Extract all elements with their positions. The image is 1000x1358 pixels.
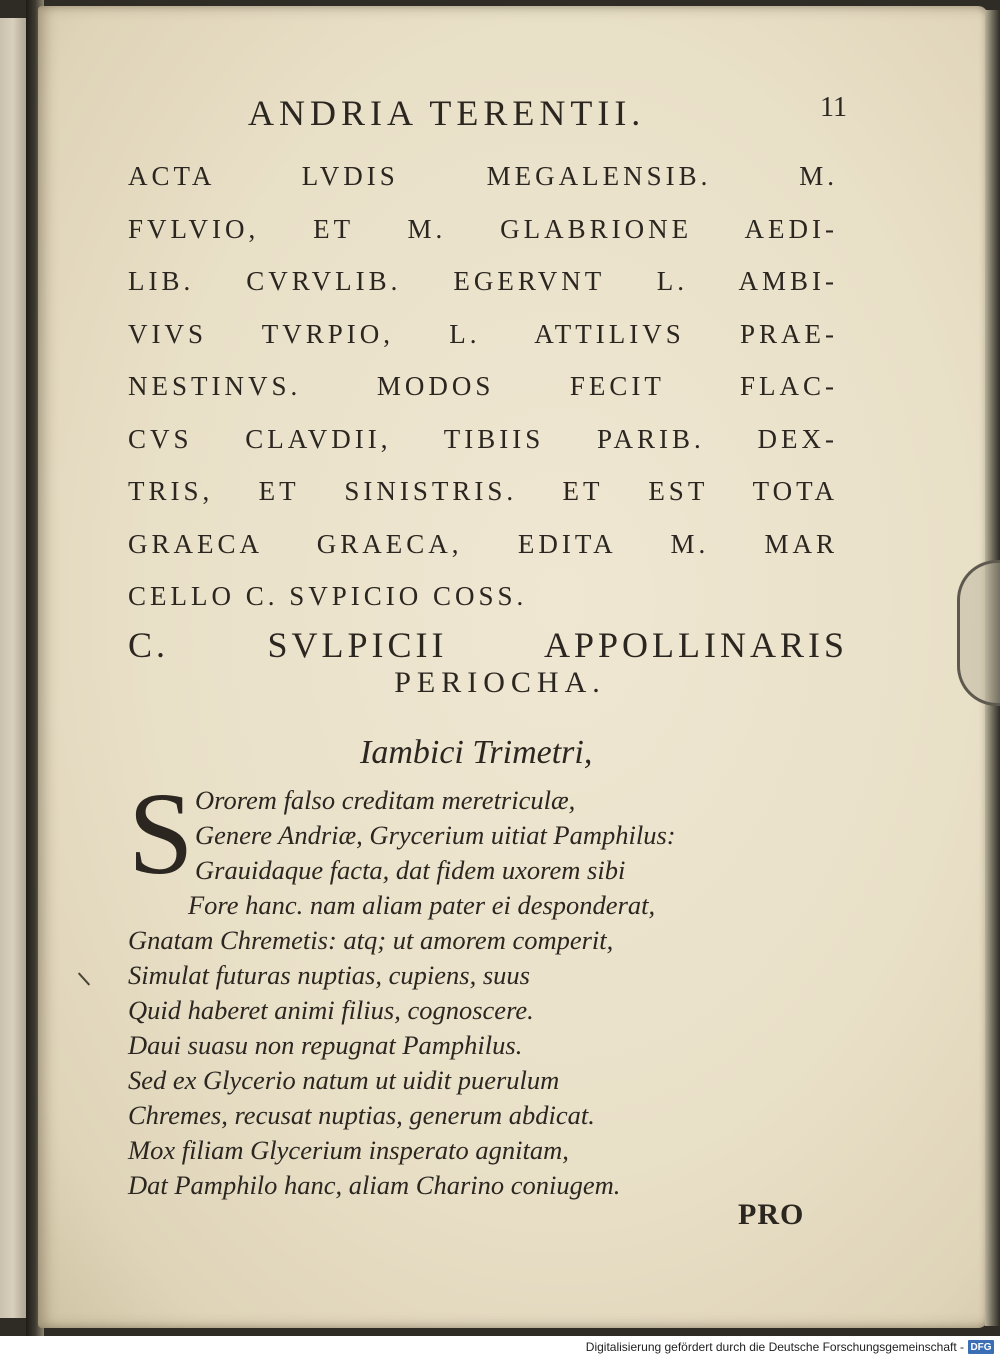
didascalia-line: GRAECA GRAECA, EDITA M. MAR — [128, 528, 838, 559]
didascalia-line: FVLVIO, ET M. GLABRIONE AEDI- — [128, 213, 838, 244]
didascalia-line: CVS CLAVDII, TIBIIS PARIB. DEX- — [128, 423, 838, 454]
verse-line: Ororem falso creditam meretriculæ, — [195, 785, 576, 815]
catchword: PRO — [738, 1198, 805, 1231]
running-head: ANDRIA TERENTII. — [248, 93, 646, 133]
credit-footer — [0, 1336, 1000, 1358]
periocha-heading-line2: PERIOCHA. — [394, 666, 606, 699]
dfg-logo-icon: DFG — [968, 1340, 994, 1354]
funding-credit: Digitalisierung gefördert durch die Deutsche Forschungsgemeinschaft - — [585, 1340, 964, 1354]
meter-subheading: Iambici Trimetri, — [360, 734, 593, 771]
didascalia-line: ACTA LVDIS MEGALENSIB. M. — [128, 161, 838, 191]
verse-line: Quid haberet animi filius, cognoscere. — [128, 995, 534, 1025]
didascalia-line: CELLO C. SVPICIO COSS. — [128, 581, 528, 611]
verse-line: Sed ex Glycerio natum ut uidit puerulum — [128, 1065, 560, 1095]
didascalia-line: VIVS TVRPIO, L. ATTILIVS PRAE- — [128, 318, 838, 349]
didascalia-block — [128, 150, 838, 623]
verse-line: Grauidaque facta, dat fidem uxorem sibi — [195, 855, 626, 885]
folio-number: 11 — [820, 92, 847, 123]
verse-line: Fore hanc. nam aliam pater ei desponderat, — [188, 890, 656, 920]
drop-cap-initial: S — [128, 768, 194, 899]
periocha-heading: C. SVLPICII APPOLLINARIS — [128, 625, 848, 665]
verse-line: Mox filiam Glycerium insperato agnitam, — [128, 1135, 569, 1165]
verse-line: Chremes, recusat nuptias, generum abdicat. — [128, 1100, 595, 1130]
verse-line: Dat Pamphilo hanc, aliam Charino coniugem. — [128, 1170, 621, 1200]
didascalia-line: NESTINVS. MODOS FECIT FLAC- — [128, 371, 838, 401]
didascalia-line: LIB. CVRVLIB. EGERVNT L. AMBI- — [128, 266, 838, 296]
verse-line: Simulat futuras nuptias, cupiens, suus — [128, 960, 530, 990]
didascalia-line: TRIS, ET SINISTRIS. ET EST TOTA — [128, 476, 838, 506]
verse-line: Genere Andriæ, Grycerium uitiat Pamphilus: — [195, 820, 676, 850]
verse-line: Gnatam Chremetis: atq; ut amorem comperit, — [128, 925, 614, 955]
verse-line: Daui suasu non repugnat Pamphilus. — [128, 1030, 523, 1060]
